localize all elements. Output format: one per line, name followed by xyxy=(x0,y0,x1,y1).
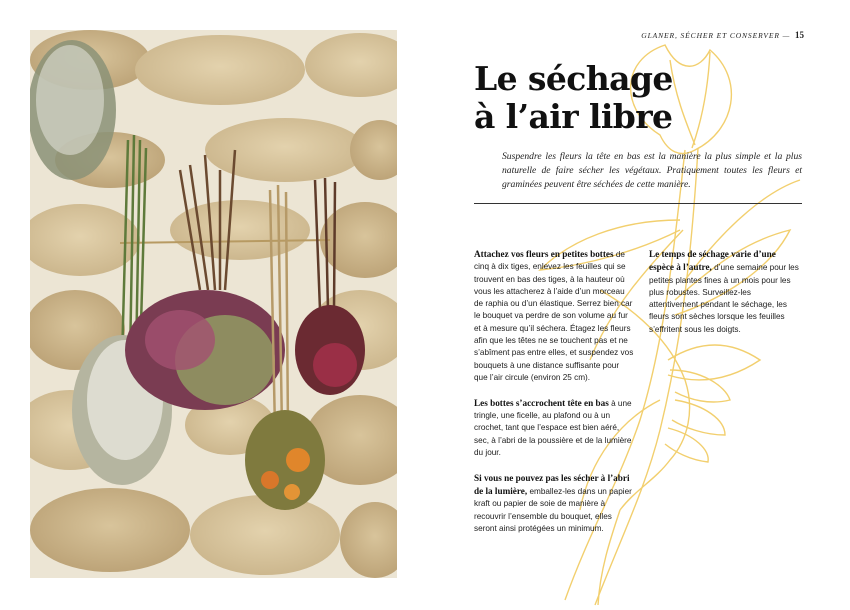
text-column-left xyxy=(474,248,634,548)
paragraph-light xyxy=(474,472,634,535)
title-line-1: Le séchage xyxy=(474,59,673,98)
paragraph-lead: Attachez vos fleurs en petites bottes xyxy=(474,249,614,259)
running-head-separator: — xyxy=(782,31,791,40)
divider-rule xyxy=(474,203,802,204)
page-title xyxy=(474,60,673,136)
running-head-title: GLANER, SÉCHER ET CONSERVER xyxy=(641,31,780,40)
stone-wall-illustration xyxy=(30,30,397,578)
paragraph-bundles xyxy=(474,248,634,384)
title-line-2: à l’air libre xyxy=(474,97,673,136)
paragraph-hanging xyxy=(474,397,634,459)
paragraph-drying-time xyxy=(649,248,801,336)
paragraph-body: d’une semaine pour les petites plantes fines à un mois pour les plus robustes. Surveillez-les attentivement pendant le séchage, les fleurs sont sèches lorsque les feuilles s’effritent sous les doigts. xyxy=(649,263,799,334)
running-head xyxy=(641,30,804,40)
paragraph-lead: Si vous ne pouvez pas les sécher à l’abri de la lumière, xyxy=(474,472,630,497)
dried-flowers-photo xyxy=(30,30,397,578)
paragraph-lead: Les bottes s’accrochent tête en bas xyxy=(474,397,609,408)
paragraph-body: à une tringle, une ficelle, au plafond ou à un crochet, tant que l’espace est bien aéré, sec, à l’abri de la poussière et de la lumière du jour. xyxy=(474,398,632,457)
text-column-right xyxy=(649,248,801,349)
paragraph-lead: Le temps de séchage varie d’une espèce à l’autre, xyxy=(649,249,776,273)
intro-paragraph: Suspendre les fleurs la tête en bas est la manière la plus simple et la plus naturelle de faire sécher les végétaux. Pratiquement toutes les fleurs et graminées peuvent être séchées de cette manière. xyxy=(502,151,802,190)
paragraph-body: emballez-les dans un papier kraft ou papier de soie de manière à recouvrir l’ensemble du bouquet, elles seront ainsi protégées un minimum. xyxy=(474,487,632,533)
page-number: 15 xyxy=(795,30,804,40)
paragraph-body: de cinq à dix tiges, enlevez les feuilles qui se trouvent en bas des tiges, à la hauteur où vous les attacherez à l’aide d’un morceau de raphia ou d’un élastique. Serrez bien car le bouquet va perdre de son volume au fur et à mesure qu’il séchera. Étagez les fleurs afin que les têtes ne se touchent pas et ne s’abîment pas entre elles, et suspendez vos bouquets à une distance suffisante pour que l’air circule (environ 25 cm). xyxy=(474,250,634,382)
